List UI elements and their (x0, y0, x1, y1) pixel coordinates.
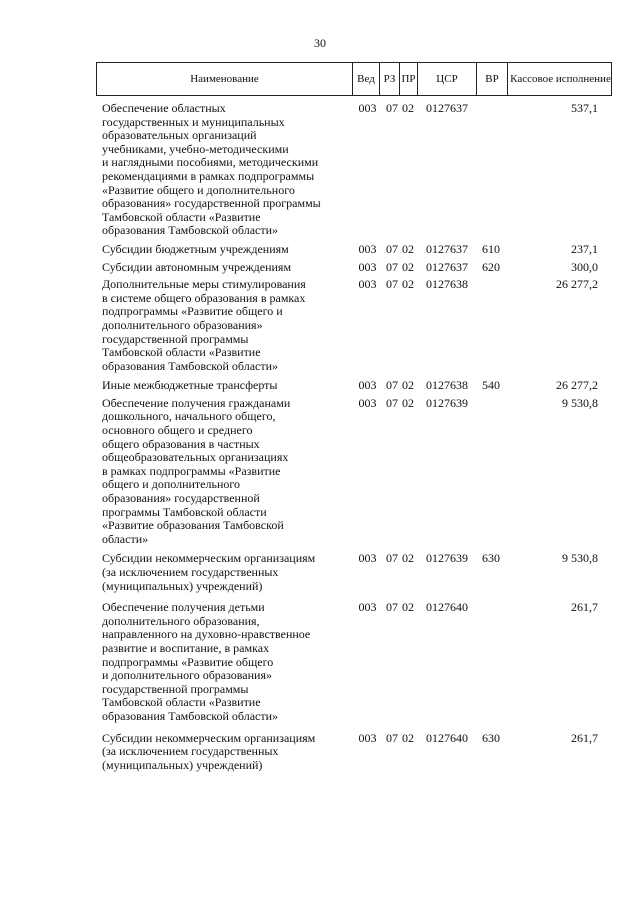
table-row (96, 601, 612, 723)
row-rz: 07 (386, 277, 398, 292)
row-pr: 02 (402, 259, 414, 274)
row-ved: 003 (358, 551, 377, 566)
row-vr: 540 (482, 378, 500, 393)
page-number: 30 (314, 36, 326, 50)
row-sum: 26 277,2 (556, 277, 598, 292)
row-name: Обеспечение получения детьми дополнительного образования, направленного на духовно-нравственное развитие и воспитание, в рамках подпрограммы «Развитие общего и дополнительного образования» государственной программы Тамбовской области «Развитие образования Тамбовской области» (102, 600, 311, 723)
header-csr: ЦСР (418, 63, 477, 95)
row-vr: 630 (482, 730, 500, 745)
row-rz: 07 (386, 395, 398, 410)
row-sum: 9 530,8 (562, 395, 598, 410)
header-rz: РЗ (380, 63, 400, 95)
row-csr: 0127637 (426, 259, 468, 274)
row-sum: 300,0 (571, 259, 598, 274)
row-vr (476, 601, 507, 723)
header-name: Наименование (97, 63, 353, 95)
row-name: Обеспечение областных государственных и муниципальных образовательных организаций учебниками, учебно-методическими и наглядными пособиями, методическими рекомендациями в рамках подпрограммы «Развитие общего и дополнительного образования» государственной программы Тамбовской области «Развитие образования Тамбовской области» (102, 101, 321, 238)
row-csr: 0127637 (426, 241, 468, 256)
table-row (96, 732, 612, 773)
row-csr: 0127638 (426, 277, 468, 292)
row-pr: 02 (402, 551, 414, 566)
row-pr: 02 (402, 241, 414, 256)
table-row (96, 379, 612, 393)
row-rz: 07 (386, 551, 398, 566)
row-ved: 003 (358, 277, 377, 292)
table-header (96, 62, 612, 96)
row-sum: 261,7 (571, 600, 598, 615)
row-sum: 261,7 (571, 730, 598, 745)
row-csr: 0127640 (426, 600, 468, 615)
header-pr: ПР (400, 63, 418, 95)
row-name: Субсидии бюджетным учреждениям (102, 241, 289, 256)
row-sum: 26 277,2 (556, 378, 598, 393)
row-sum: 237,1 (571, 241, 598, 256)
row-rz: 07 (386, 241, 398, 256)
row-ved: 003 (358, 101, 377, 115)
row-sum: 9 530,8 (562, 551, 598, 566)
header-ved: Вед (353, 63, 380, 95)
row-csr: 0127637 (426, 101, 468, 115)
table-row (96, 552, 612, 593)
row-rz: 07 (386, 600, 398, 615)
row-rz: 07 (386, 730, 398, 745)
header-vr: ВР (477, 63, 508, 95)
row-vr: 610 (482, 241, 500, 256)
row-ved: 003 (358, 241, 377, 256)
budget-table (96, 62, 612, 772)
row-vr: 630 (482, 551, 500, 566)
row-name: Иные межбюджетные трансферты (102, 378, 278, 393)
row-name: Субсидии автономным учреждениям (102, 259, 292, 274)
table-row (96, 102, 612, 238)
table-row (96, 397, 612, 547)
row-vr (476, 397, 507, 547)
row-rz: 07 (386, 378, 398, 393)
row-vr (476, 102, 507, 238)
row-pr: 02 (402, 730, 414, 745)
row-csr: 0127639 (426, 395, 468, 410)
row-name: Обеспечение получения гражданами дошкольного, начального общего, основного общего и среднего общего образования в частных общеобразовательных организациях в рамках подпрограммы «Развитие общего и дополнительного образования» государственной программы Тамбовской области «Развитие образования Тамбовской области» (102, 395, 291, 546)
table-row (96, 243, 612, 257)
row-pr: 02 (402, 395, 414, 410)
row-ved: 003 (358, 259, 377, 274)
row-ved: 003 (358, 730, 377, 745)
row-csr: 0127640 (426, 730, 468, 745)
row-name: Субсидии некоммерческим организациям (за исключением государственных (муниципальных) учреждений) (102, 551, 316, 593)
header-sum: Кассовое исполнение (510, 72, 611, 85)
table-row (96, 261, 612, 275)
table-row (96, 278, 612, 373)
row-vr (476, 278, 507, 373)
row-ved: 003 (358, 600, 377, 615)
row-pr: 02 (402, 600, 414, 615)
row-name: Дополнительные меры стимулирования в системе общего образования в рамках подпрограммы «Развитие общего и дополнительного образования» государственной программы Тамбовской области «Развитие образования Тамбовской области» (102, 277, 306, 373)
row-pr: 02 (402, 277, 414, 292)
row-pr: 02 (402, 101, 414, 115)
row-vr: 620 (482, 259, 500, 274)
row-ved: 003 (358, 378, 377, 393)
row-pr: 02 (402, 378, 414, 393)
row-rz: 07 (386, 259, 398, 274)
row-rz: 07 (386, 101, 398, 115)
row-csr: 0127639 (426, 551, 468, 566)
row-csr: 0127638 (426, 378, 468, 393)
row-name: Субсидии некоммерческим организациям (за исключением государственных (муниципальных) учреждений) (102, 730, 316, 772)
row-ved: 003 (358, 395, 377, 410)
row-sum: 537,1 (571, 101, 598, 115)
